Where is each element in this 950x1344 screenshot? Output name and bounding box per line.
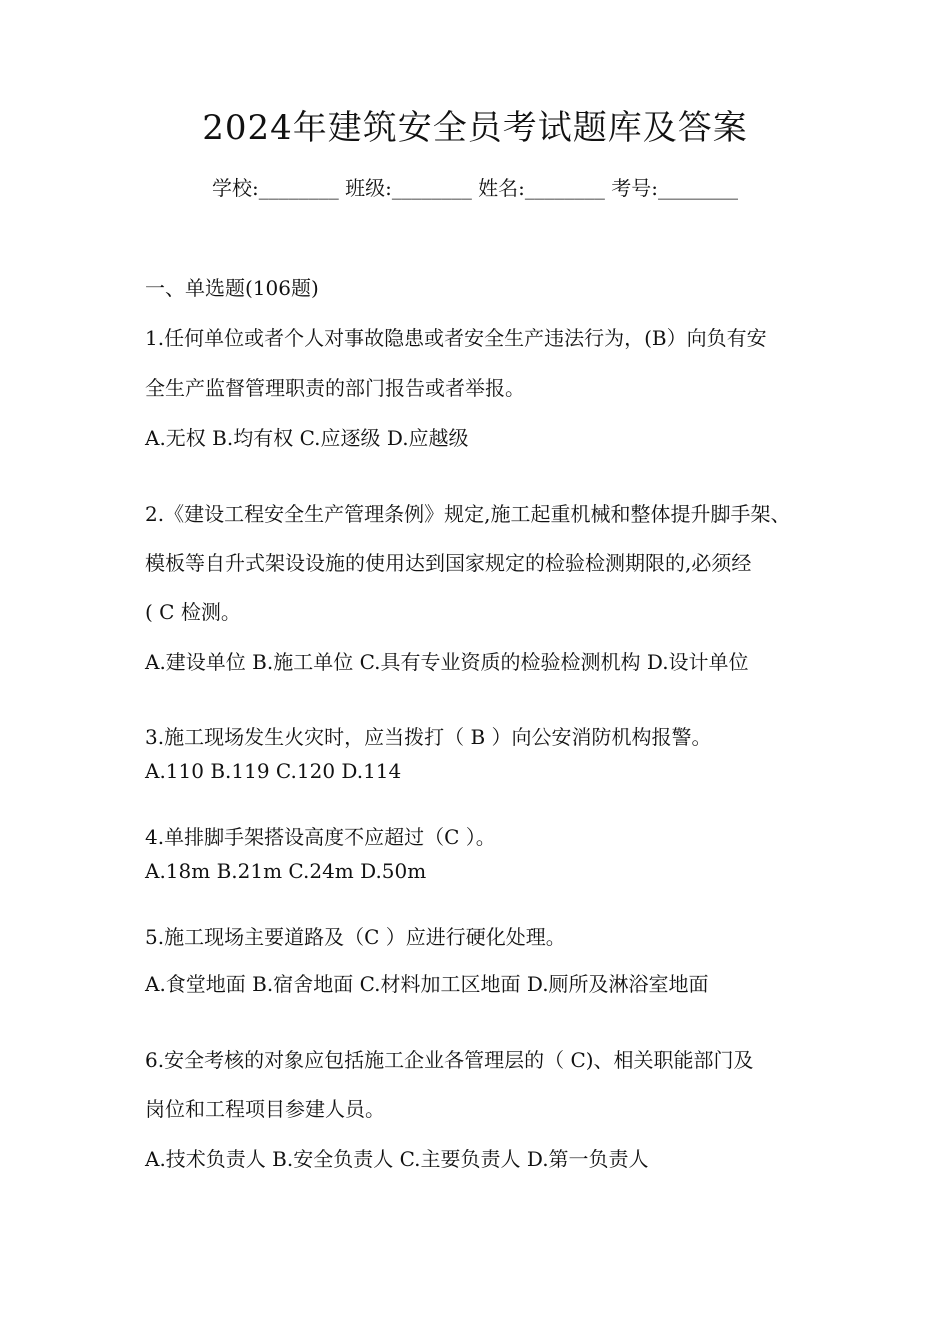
question-4-options: A.18m B.21m C.24m D.50m bbox=[145, 859, 427, 883]
question-3-stem: 3.施工现场发生火灾时，应当拨打（ B ）向公安消防机构报警。 bbox=[145, 725, 712, 749]
question-1-stem-line-2: 全生产监督管理职责的部门报告或者举报。 bbox=[145, 376, 525, 400]
question-5-options: A.食堂地面 B.宿舍地面 C.材料加工区地面 D.厕所及淋浴室地面 bbox=[145, 972, 709, 996]
question-1-options: A.无权 B.均有权 C.应逐级 D.应越级 bbox=[145, 426, 469, 450]
question-2-stem-line-2: 模板等自升式架设设施的使用达到国家规定的检验检测期限的,必须经 bbox=[145, 551, 752, 575]
question-2-options: A.建设单位 B.施工单位 C.具有专业资质的检验检测机构 D.设计单位 bbox=[145, 650, 749, 674]
question-4-stem: 4.单排脚手架搭设高度不应超过（C ）。 bbox=[145, 825, 496, 849]
question-6-options: A.技术负责人 B.安全负责人 C.主要负责人 D.第一负责人 bbox=[145, 1147, 649, 1171]
student-info-line: 学校:________ 班级:________ 姓名:________ 考号:________ bbox=[211, 176, 739, 200]
question-1-stem-line-1: 1.任何单位或者个人对事故隐患或者安全生产违法行为，(B）向负有安 bbox=[145, 326, 767, 350]
question-3-options: A.110 B.119 C.120 D.114 bbox=[145, 759, 402, 783]
question-6-stem-line-2: 岗位和工程项目参建人员。 bbox=[145, 1097, 385, 1121]
section-header: 一、单选题(106题) bbox=[145, 276, 319, 300]
document-title: 2024年建筑安全员考试题库及答案 bbox=[202, 108, 748, 148]
question-6-stem-line-1: 6.安全考核的对象应包括施工企业各管理层的（ C)、相关职能部门及 bbox=[145, 1048, 754, 1072]
question-2-stem-line-1: 2.《建设工程安全生产管理条例》规定,施工起重机械和整体提升脚手架、 bbox=[145, 502, 791, 526]
question-5-stem: 5.施工现场主要道路及（C ）应进行硬化处理。 bbox=[145, 925, 566, 949]
question-2-stem-line-3: ( C 检测。 bbox=[145, 600, 241, 624]
